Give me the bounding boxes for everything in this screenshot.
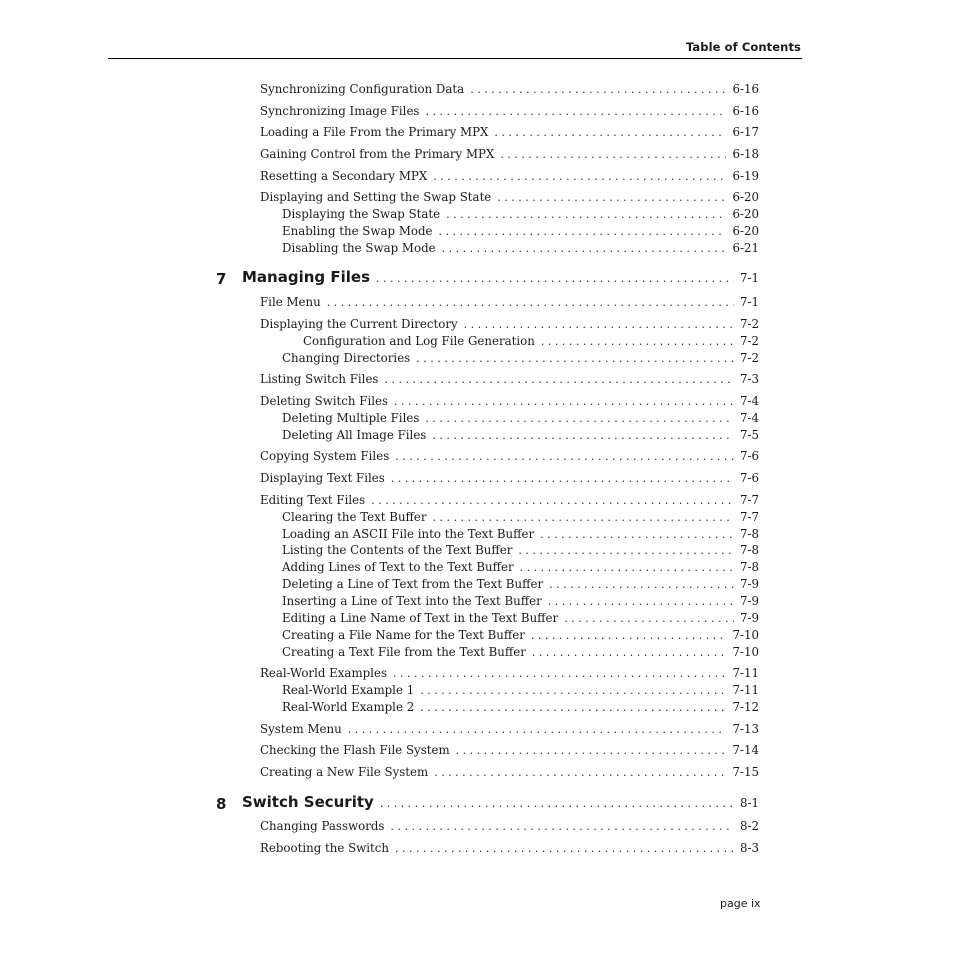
chapter-title: Managing Files bbox=[242, 268, 370, 286]
dot-leader bbox=[541, 336, 734, 347]
toc-entry-title: Rebooting the Switch bbox=[260, 841, 389, 855]
dot-leader bbox=[456, 745, 727, 756]
toc-subsubentry[interactable] bbox=[303, 336, 759, 348]
toc-subentry[interactable] bbox=[282, 613, 759, 625]
chapter-number: 8 bbox=[216, 795, 227, 813]
toc-entry-title: Listing the Contents of the Text Buffer bbox=[282, 543, 513, 557]
toc-entry[interactable] bbox=[260, 106, 759, 118]
toc-entry-title: Deleting Switch Files bbox=[260, 394, 389, 408]
toc-entry[interactable] bbox=[260, 84, 759, 96]
toc-entry[interactable] bbox=[260, 374, 759, 386]
toc-entry-page: 7-8 bbox=[740, 543, 759, 557]
toc-entry[interactable] bbox=[260, 767, 759, 779]
toc-entry-page: 7-6 bbox=[740, 471, 759, 485]
dot-leader bbox=[395, 843, 734, 854]
toc-entry[interactable] bbox=[260, 192, 759, 204]
chapter-heading[interactable] bbox=[242, 270, 759, 285]
toc-entry-title: Configuration and Log File Generation bbox=[303, 334, 535, 348]
toc-subentry[interactable] bbox=[282, 545, 759, 557]
toc-entry-title: Inserting a Line of Text into the Text Buffer bbox=[282, 594, 542, 608]
toc-entry-page: 7-12 bbox=[732, 700, 759, 714]
toc-entry[interactable] bbox=[260, 319, 759, 331]
header-rule bbox=[108, 58, 802, 59]
toc-entry[interactable] bbox=[260, 297, 759, 309]
toc-entry-page: 6-18 bbox=[732, 147, 759, 161]
dot-leader bbox=[420, 702, 726, 713]
toc-entry-title: Real-World Examples bbox=[260, 666, 387, 680]
toc-entry-title: Displaying the Swap State bbox=[282, 207, 441, 221]
toc-subentry[interactable] bbox=[282, 413, 759, 425]
page-number-footer: page ix bbox=[720, 897, 761, 910]
toc-entry-title: Synchronizing Image Files bbox=[260, 104, 420, 118]
toc-entry-title: Disabling the Swap Mode bbox=[282, 241, 436, 255]
toc-entry-page: 6-17 bbox=[732, 125, 759, 139]
toc-entry-title: System Menu bbox=[260, 722, 342, 736]
toc-subentry[interactable] bbox=[282, 685, 759, 697]
toc-entry-title: Creating a Text File from the Text Buffer bbox=[282, 645, 526, 659]
dot-leader bbox=[464, 319, 734, 330]
dot-leader bbox=[385, 374, 735, 385]
toc-subentry[interactable] bbox=[282, 353, 759, 365]
toc-entry-page: 7-7 bbox=[740, 510, 759, 524]
toc-entry-title: Editing a Line Name of Text in the Text Buffer bbox=[282, 611, 559, 625]
toc-subentry[interactable] bbox=[282, 596, 759, 608]
dot-leader bbox=[439, 226, 727, 237]
toc-entry-title: Creating a New File System bbox=[260, 765, 429, 779]
dot-leader bbox=[520, 562, 734, 573]
dot-leader bbox=[394, 396, 734, 407]
dot-leader bbox=[432, 430, 734, 441]
toc-entry[interactable] bbox=[260, 668, 759, 680]
dot-leader bbox=[395, 451, 734, 462]
toc-entry-title: Resetting a Secondary MPX bbox=[260, 169, 428, 183]
toc-entry-title: Displaying the Current Directory bbox=[260, 317, 458, 331]
toc-entry-page: 7-2 bbox=[740, 334, 759, 348]
toc-entry[interactable] bbox=[260, 495, 759, 507]
toc-subentry[interactable] bbox=[282, 647, 759, 659]
dot-leader bbox=[376, 273, 734, 284]
toc-entry-page: 7-7 bbox=[740, 493, 759, 507]
toc-entry-title: Deleting a Line of Text from the Text Buffer bbox=[282, 577, 544, 591]
toc-entry[interactable] bbox=[260, 396, 759, 408]
dot-leader bbox=[433, 171, 726, 182]
toc-entry-title: Changing Directories bbox=[282, 351, 411, 365]
dot-leader bbox=[500, 149, 726, 160]
toc-entry-page: 7-15 bbox=[732, 765, 759, 779]
toc-entry[interactable] bbox=[260, 843, 759, 855]
toc-entry-page: 7-9 bbox=[740, 577, 759, 591]
toc-entry-title: Listing Switch Files bbox=[260, 372, 379, 386]
toc-entry-title: Adding Lines of Text to the Text Buffer bbox=[282, 560, 514, 574]
toc-entry[interactable] bbox=[260, 724, 759, 736]
toc-subentry[interactable] bbox=[282, 226, 759, 238]
dot-leader bbox=[518, 545, 734, 556]
toc-entry-title: Real-World Example 2 bbox=[282, 700, 415, 714]
dot-leader bbox=[434, 767, 726, 778]
dot-leader bbox=[393, 668, 726, 679]
toc-entry-title: Synchronizing Configuration Data bbox=[260, 82, 465, 96]
toc-entry-page: 8-1 bbox=[740, 796, 759, 810]
dot-leader bbox=[420, 685, 726, 696]
toc-entry-page: 7-13 bbox=[732, 722, 759, 736]
toc-entry[interactable] bbox=[260, 149, 759, 161]
dot-leader bbox=[380, 798, 734, 809]
toc-entry-title: Deleting Multiple Files bbox=[282, 411, 420, 425]
toc-entry-page: 6-20 bbox=[732, 224, 759, 238]
dot-leader bbox=[497, 192, 726, 203]
toc-entry-page: 7-11 bbox=[732, 666, 759, 680]
toc-entry-page: 7-5 bbox=[740, 428, 759, 442]
toc-entry-title: Editing Text Files bbox=[260, 493, 366, 507]
dot-leader bbox=[433, 512, 734, 523]
toc-entry-page: 7-14 bbox=[732, 743, 759, 757]
dot-leader bbox=[532, 647, 727, 658]
running-header: Table of Contents bbox=[685, 40, 801, 54]
toc-entry-page: 6-20 bbox=[732, 190, 759, 204]
toc-subentry[interactable] bbox=[282, 430, 759, 442]
toc-entry-page: 6-19 bbox=[732, 169, 759, 183]
toc-subentry[interactable] bbox=[282, 562, 759, 574]
dot-leader bbox=[348, 724, 727, 735]
toc-entry-page: 6-20 bbox=[732, 207, 759, 221]
dot-leader bbox=[494, 127, 726, 138]
toc-subentry[interactable] bbox=[282, 209, 759, 221]
toc-entry-title: Deleting All Image Files bbox=[282, 428, 427, 442]
toc-entry-page: 7-9 bbox=[740, 594, 759, 608]
toc-entry-title: Real-World Example 1 bbox=[282, 683, 415, 697]
toc-entry[interactable] bbox=[260, 127, 759, 139]
toc-entry-page: 7-2 bbox=[740, 351, 759, 365]
dot-leader bbox=[371, 495, 734, 506]
toc-entry-title: Loading an ASCII File into the Text Buffer bbox=[282, 527, 535, 541]
toc-entry[interactable] bbox=[260, 745, 759, 757]
dot-leader bbox=[416, 353, 734, 364]
toc-entry-title: Loading a File From the Primary MPX bbox=[260, 125, 489, 139]
chapter-heading[interactable] bbox=[242, 795, 759, 810]
toc-entry-page: 6-16 bbox=[732, 82, 759, 96]
toc-entry-title: Checking the Flash File System bbox=[260, 743, 450, 757]
dot-leader bbox=[425, 106, 726, 117]
dot-leader bbox=[540, 529, 734, 540]
toc-entry-page: 7-8 bbox=[740, 527, 759, 541]
toc-entry-page: 7-10 bbox=[732, 645, 759, 659]
toc-entry-page: 7-11 bbox=[732, 683, 759, 697]
chapter-number: 7 bbox=[216, 270, 227, 288]
toc-entry-title: Copying System Files bbox=[260, 449, 390, 463]
toc-entry-page: 7-6 bbox=[740, 449, 759, 463]
dot-leader bbox=[442, 243, 727, 254]
toc-entry[interactable] bbox=[260, 171, 759, 183]
dot-leader bbox=[564, 613, 734, 624]
toc-entry[interactable] bbox=[260, 473, 759, 485]
toc-entry-page: 7-8 bbox=[740, 560, 759, 574]
toc-subentry[interactable] bbox=[282, 702, 759, 714]
toc-entry[interactable] bbox=[260, 451, 759, 463]
dot-leader bbox=[390, 821, 734, 832]
toc-entry-title: Creating a File Name for the Text Buffer bbox=[282, 628, 525, 642]
toc-subentry[interactable] bbox=[282, 529, 759, 541]
toc-entry-title: Displaying Text Files bbox=[260, 471, 385, 485]
toc-entry-page: 7-10 bbox=[732, 628, 759, 642]
dot-leader bbox=[549, 579, 734, 590]
toc-entry[interactable] bbox=[260, 821, 759, 833]
chapter-title: Switch Security bbox=[242, 793, 374, 811]
toc-entry-title: Enabling the Swap Mode bbox=[282, 224, 433, 238]
dot-leader bbox=[327, 297, 734, 308]
toc-entry-page: 6-16 bbox=[732, 104, 759, 118]
toc-entry-page: 7-3 bbox=[740, 372, 759, 386]
toc-entry-page: 7-9 bbox=[740, 611, 759, 625]
toc-entry-page: 8-2 bbox=[740, 819, 759, 833]
dot-leader bbox=[470, 84, 726, 95]
toc-entry-page: 8-3 bbox=[740, 841, 759, 855]
toc-entry-page: 7-4 bbox=[740, 394, 759, 408]
dot-leader bbox=[425, 413, 734, 424]
toc-subentry[interactable] bbox=[282, 630, 759, 642]
toc-entry-title: Gaining Control from the Primary MPX bbox=[260, 147, 495, 161]
toc-subentry[interactable] bbox=[282, 579, 759, 591]
toc-entry-title: Displaying and Setting the Swap State bbox=[260, 190, 492, 204]
toc-subentry[interactable] bbox=[282, 512, 759, 524]
dot-leader bbox=[391, 473, 734, 484]
dot-leader bbox=[548, 596, 734, 607]
toc-entry-title: Changing Passwords bbox=[260, 819, 385, 833]
dot-leader bbox=[446, 209, 726, 220]
toc-entry-page: 7-1 bbox=[740, 295, 759, 309]
dot-leader bbox=[531, 630, 727, 641]
toc-entry-title: File Menu bbox=[260, 295, 321, 309]
toc-subentry[interactable] bbox=[282, 243, 759, 255]
toc-entry-page: 6-21 bbox=[732, 241, 759, 255]
toc-entry-title: Clearing the Text Buffer bbox=[282, 510, 427, 524]
toc-entry-page: 7-1 bbox=[740, 271, 759, 285]
toc-entry-page: 7-2 bbox=[740, 317, 759, 331]
toc-entry-page: 7-4 bbox=[740, 411, 759, 425]
